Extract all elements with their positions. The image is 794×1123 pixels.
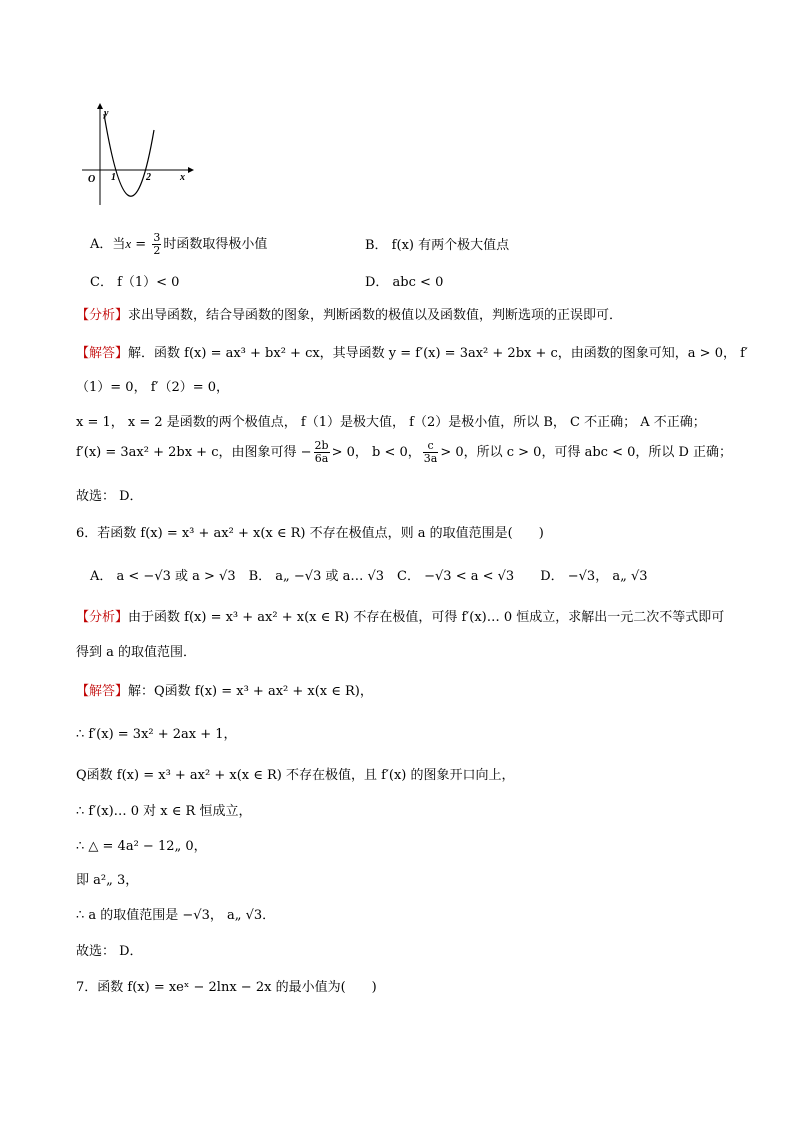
tick-2-label: 2 bbox=[146, 172, 151, 183]
q5-option-c: C． f（1）< 0 bbox=[90, 275, 180, 290]
origin-label: O bbox=[88, 174, 96, 185]
fraction: $\frac{3}{2}$ bbox=[153, 231, 161, 257]
parabola-curve bbox=[104, 114, 154, 196]
q6-answer-line-3: Q函数 f(x) = x³ + ax² + x(x ∈ R) 不存在极值，且 f′(x) 的图象开口向上， bbox=[76, 768, 515, 783]
q6-answer-line-1: 【解答】解：Q函数 f(x) = x³ + ax² + x(x ∈ R)， bbox=[76, 684, 373, 699]
answer-tag: 【解答】 bbox=[76, 684, 129, 699]
q5-analysis: 【分析】求出导函数，结合导函数的图象，判断函数的极值以及函数值，判断选项的正误即可． bbox=[76, 308, 623, 323]
q6-options: A． a < −√3 或 a > √3 B． a„ −√3 或 a… √3 C． −√3 < a < √3 D． −√3， a„ √3 bbox=[90, 569, 648, 584]
q6-answer-line-5: ∴ △ = 4a² − 12„ 0， bbox=[76, 839, 207, 854]
tick-1-label: 1 bbox=[111, 172, 116, 183]
q5-answer-line-1: 【解答】解．函数 f(x) = ax³ + bx² + cx，其导函数 y = f′(x) = 3ax² + 2bx + c，由函数的图象可知，a > 0， f′ bbox=[76, 346, 748, 361]
answer-tag: 【解答】 bbox=[76, 346, 129, 361]
q6-choice: 故选： D． bbox=[76, 944, 143, 959]
q5-option-d: D． abc < 0 bbox=[365, 275, 444, 290]
q5-option-b: B． f(x) 有两个极大值点 bbox=[365, 238, 510, 253]
analysis-tag: 【分析】 bbox=[76, 610, 129, 625]
x-axis-label: x bbox=[180, 172, 185, 183]
q6-answer-line-6: 即 a²„ 3， bbox=[76, 873, 139, 888]
q7-stem: 7．函数 f(x) = xeˣ − 2lnx − 2x 的最小值为( ) bbox=[76, 980, 377, 995]
q6-answer-line-2: ∴ f′(x) = 3x² + 2ax + 1， bbox=[76, 727, 237, 742]
derivative-graph bbox=[76, 100, 196, 210]
q6-answer-line-7: ∴ a 的取值范围是 −√3， a„ √3． bbox=[76, 908, 276, 923]
q6-answer-line-4: ∴ f′(x)… 0 对 x ∈ R 恒成立， bbox=[76, 804, 252, 819]
y-axis-label: y bbox=[104, 108, 109, 119]
q5-answer-line-4: f′(x) = 3ax² + 2bx + c，由图象可得 − $\frac{2b}{6a}$ > 0， b < 0， $\frac{c}{3a}$ > 0，所以 c > 0，可得 abc < 0，所以 D 正确； bbox=[76, 439, 733, 465]
q5-option-a: A．当x = $\frac{3}{2}$ 时函数取得极小值 bbox=[90, 231, 268, 257]
q5-choice: 故选： D． bbox=[76, 489, 143, 504]
q5-answer-line-3: x = 1， x = 2 是函数的两个极值点， f（1）是极大值， f（2）是极小值，所以 B， C 不正确； A 不正确； bbox=[76, 415, 706, 430]
q5-answer-line-2: （1）= 0， f′（2）= 0， bbox=[76, 380, 230, 395]
q6-analysis-line-1: 【分析】由于函数 f(x) = x³ + ax² + x(x ∈ R) 不存在极值，可得 f′(x)… 0 恒成立，求解出一元二次不等式即可 bbox=[76, 610, 725, 625]
q6-stem: 6．若函数 f(x) = x³ + ax² + x(x ∈ R) 不存在极值点，则 a 的取值范围是( ) bbox=[76, 526, 544, 541]
q6-analysis-line-2: 得到 a 的取值范围． bbox=[76, 645, 197, 660]
analysis-tag: 【分析】 bbox=[76, 308, 129, 323]
